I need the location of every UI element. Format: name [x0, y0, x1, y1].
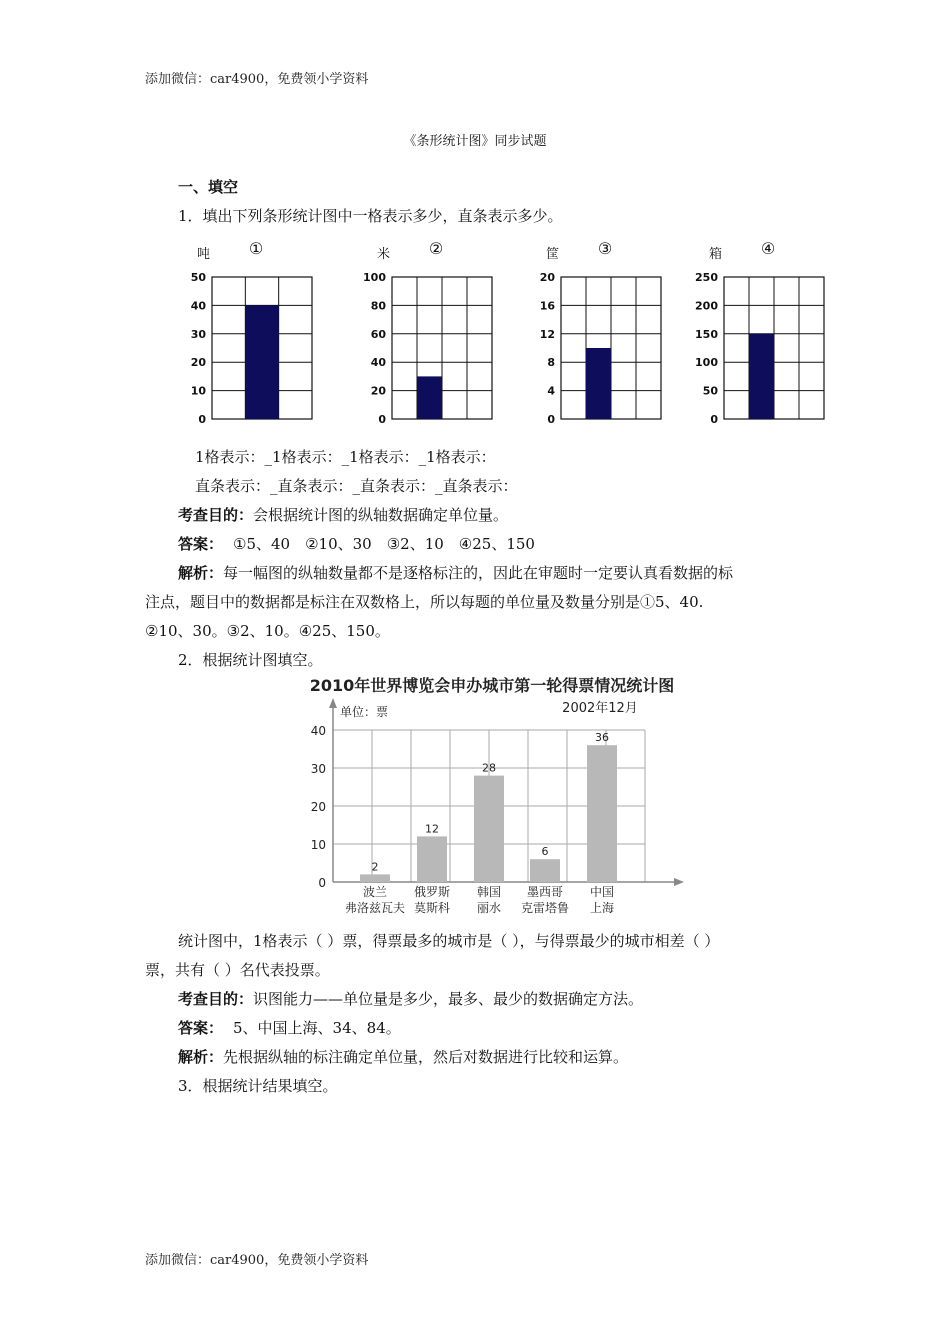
goal-label: 考查目的：	[178, 506, 254, 524]
data-label: 6	[541, 845, 549, 859]
tick-label: 10	[190, 384, 206, 398]
tick-label: 8	[547, 356, 555, 370]
data-label: 12	[425, 822, 439, 836]
tick-label: 20	[370, 384, 386, 398]
q2-goal	[178, 988, 643, 1009]
analysis-label: 解析：	[178, 564, 224, 582]
goal-text: 会根据统计图的纵轴数据确定单位量。	[253, 506, 509, 524]
tick-label: 200	[695, 299, 718, 313]
chart-number: ③	[597, 239, 613, 258]
bar	[586, 348, 611, 419]
category-label: 墨西哥	[526, 885, 564, 899]
chart-number: ④	[760, 239, 776, 258]
bar	[749, 334, 774, 419]
tick-label: 50	[190, 271, 206, 284]
q1-analysis-line2: 注点，题目中的数据都是标注在双数格上，所以每题的单位量及数量分别是①5、40.	[145, 593, 704, 611]
category-label: 克雷塔鲁	[520, 901, 570, 915]
category-label: 弗洛兹瓦夫	[344, 901, 406, 915]
footer-note: 添加微信：car4900，免费领小学资料	[145, 1253, 369, 1268]
tick-label: 0	[710, 413, 718, 426]
category-label: 俄罗斯	[413, 885, 451, 899]
answer-text: ①5、40 ②10、30 ③2、10 ④25、150	[233, 535, 535, 553]
q1-analysis	[178, 562, 733, 583]
q2-chart	[0, 668, 950, 918]
category-label: 中国	[589, 885, 615, 899]
tick-label: 150	[695, 327, 718, 341]
data-label: 36	[595, 731, 609, 745]
tick-label: 40	[310, 724, 326, 738]
chart-number: ②	[428, 239, 444, 258]
bar	[245, 305, 278, 419]
category-label: 波兰	[362, 885, 388, 899]
tick-label: 20	[539, 271, 555, 284]
answer-label: 答案：	[178, 1019, 224, 1037]
bar	[587, 745, 617, 882]
bar	[417, 376, 442, 419]
category-label: 上海	[589, 901, 615, 915]
tick-label: 60	[370, 327, 386, 341]
q1-fill-units: 1格表示：_1格表示：_1格表示：_1格表示：	[195, 448, 496, 466]
tick-label: 12	[539, 327, 555, 341]
chart-title: 2010年世界博览会申办城市第一轮得票情况统计图	[309, 676, 675, 695]
unit-label: 单位：票	[340, 705, 389, 719]
tick-label: 100	[695, 356, 718, 370]
tick-label: 0	[547, 413, 555, 426]
tick-label: 30	[190, 327, 206, 341]
unit-label: 筐	[545, 247, 559, 262]
x-axis-arrow	[674, 878, 684, 886]
chart-number: ①	[248, 239, 264, 258]
section-heading: 一、填空	[178, 178, 239, 196]
tick-label: 20	[310, 800, 326, 814]
date-label: 2002年12月	[562, 701, 638, 716]
tick-label: 10	[310, 838, 326, 852]
tick-label: 0	[378, 413, 386, 426]
q2-answer	[178, 1017, 401, 1038]
tick-label: 80	[370, 299, 386, 313]
q2-analysis	[178, 1046, 628, 1067]
analysis-text: 先根据纵轴的标注确定单位量，然后对数据进行比较和运算。	[223, 1048, 629, 1066]
q1-analysis-line3: ②10、30。③2、10。④25、150。	[145, 622, 390, 640]
y-axis-arrow	[329, 698, 337, 708]
q1-prompt: 1．填出下列条形统计图中一格表示多少，直条表示多少。	[178, 207, 563, 225]
tick-label: 40	[190, 299, 206, 313]
unit-label: 吨	[196, 247, 210, 262]
analysis-label: 解析：	[178, 1048, 224, 1066]
category-label: 韩国	[476, 885, 502, 899]
category-label: 丽水	[476, 901, 502, 915]
small-chart-4	[695, 239, 824, 426]
tick-label: 100	[363, 271, 386, 284]
q1-fill-bars: 直条表示：_直条表示：_直条表示：_直条表示：	[195, 477, 518, 495]
doc-title: 《条形统计图》同步试题	[403, 134, 547, 149]
bar	[530, 859, 560, 882]
tick-label: 40	[370, 356, 386, 370]
small-chart-3	[540, 239, 661, 426]
data-label: 28	[482, 761, 496, 775]
tick-label: 16	[539, 299, 555, 313]
unit-label: 箱	[708, 247, 722, 262]
bar	[417, 836, 447, 882]
tick-label: 20	[190, 356, 206, 370]
small-chart-2	[363, 239, 492, 426]
small-chart-1	[191, 239, 312, 426]
q1-answer	[178, 533, 535, 554]
answer-label: 答案：	[178, 535, 224, 553]
tick-label: 50	[702, 384, 718, 398]
q1-charts	[0, 232, 950, 432]
tick-label: 250	[695, 271, 718, 284]
bar	[360, 874, 390, 882]
tick-label: 30	[310, 762, 326, 776]
tick-label: 4	[547, 384, 555, 398]
tick-label: 0	[318, 876, 326, 890]
goal-label: 考查目的：	[178, 990, 254, 1008]
analysis-text: 每一幅图的纵轴数量都不是逐格标注的，因此在审题时一定要认真看数据的标	[223, 564, 734, 582]
q1-goal	[178, 504, 508, 525]
q2-text: 统计图中，1格表示（ ）票，得票最多的城市是（ ），与得票最少的城市相差（ ）	[178, 932, 720, 950]
goal-text: 识图能力——单位量是多少，最多、最少的数据确定方法。	[253, 990, 644, 1008]
q3-prompt: 3．根据统计结果填空。	[178, 1077, 338, 1095]
tick-label: 0	[198, 413, 206, 426]
unit-label: 米	[376, 247, 390, 262]
data-label: 2	[371, 860, 379, 874]
q2-text-line2: 票，共有（ ）名代表投票。	[145, 961, 330, 979]
bar	[474, 776, 504, 882]
category-label: 莫斯科	[413, 901, 451, 915]
answer-text: 5、中国上海、34、84。	[233, 1019, 401, 1037]
q2-prompt: 2．根据统计图填空。	[178, 651, 323, 669]
header-note: 添加微信：car4900，免费领小学资料	[145, 72, 369, 87]
